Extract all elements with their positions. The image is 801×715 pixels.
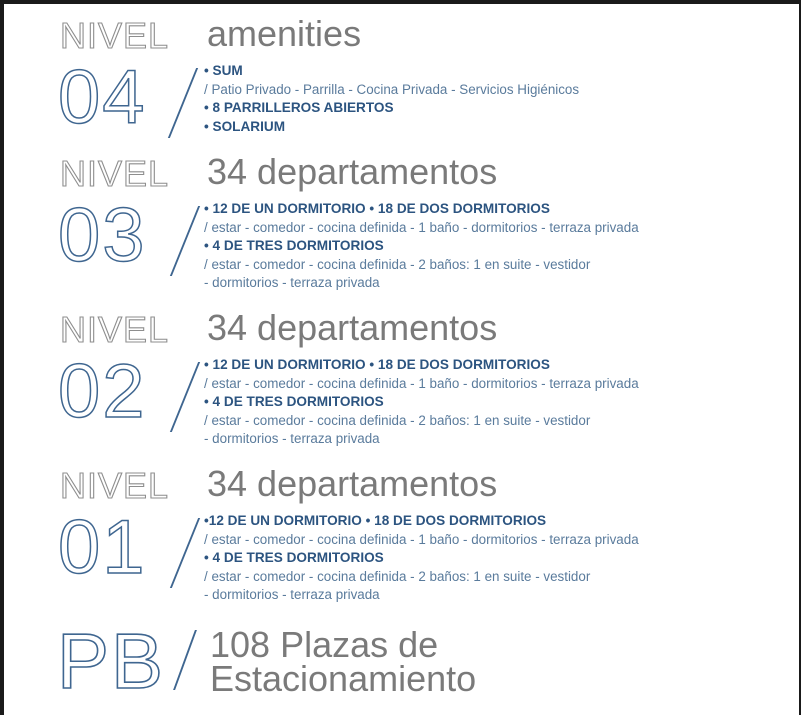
- level-number: 01: [58, 505, 147, 590]
- detail-line: • 4 DE TRES DORMITORIOS: [204, 394, 384, 410]
- slash-divider: [168, 68, 198, 138]
- detail-line: • SOLARIUM: [204, 118, 286, 134]
- detail-line: - dormitorios - terraza privada: [204, 275, 380, 291]
- level-label: NIVEL: [60, 465, 170, 506]
- detail-line: • 12 DE UN DORMITORIO • 18 DE DOS DORMITORIOS: [204, 357, 550, 372]
- slash-divider: [170, 362, 200, 432]
- slash-divider: [170, 518, 200, 588]
- level-details: [204, 200, 639, 293]
- level-number: 03: [58, 193, 147, 278]
- floor-plan-summary: [4, 4, 799, 715]
- detail-line: / estar - comedor - cocina definida - 2 baños: 1 en suite - vestidor: [204, 412, 591, 428]
- level-title: 34 departamentos: [207, 151, 498, 192]
- level-title: 34 departamentos: [207, 463, 498, 504]
- slash-divider: [170, 206, 200, 276]
- detail-line: / estar - comedor - cocina definida - 2 baños: 1 en suite - vestidor: [204, 256, 591, 272]
- detail-line: / estar - comedor - cocina definida - 1 baño - dormitorios - terraza privada: [204, 219, 639, 235]
- level-number: 02: [58, 349, 147, 434]
- level-details: [204, 356, 639, 449]
- detail-line: •12 DE UN DORMITORIO • 18 DE DOS DORMITORIOS: [204, 513, 547, 528]
- detail-line: / estar - comedor - cocina definida - 1 baño - dormitorios - terraza privada: [204, 375, 639, 391]
- detail-line: - dormitorios - terraza privada: [204, 431, 380, 447]
- level-title: 34 departamentos: [207, 307, 498, 348]
- detail-line: / estar - comedor - cocina definida - 1 baño - dormitorios - terraza privada: [204, 531, 639, 547]
- detail-line: • 4 DE TRES DORMITORIOS: [204, 550, 384, 566]
- level-details: [204, 512, 639, 605]
- ground-floor-description: [210, 624, 477, 699]
- detail-line: • 8 PARRILLEROS ABIERTOS: [204, 100, 394, 116]
- detail-line: / Patio Privado - Parrilla - Cocina Privada - Servicios Higiénicos: [204, 81, 580, 97]
- level-label: NIVEL: [60, 15, 170, 56]
- slash-divider: [173, 630, 197, 690]
- parking-line-1: 108 Plazas de: [210, 624, 439, 665]
- detail-line: • 12 DE UN DORMITORIO • 18 DE DOS DORMITORIOS: [204, 201, 550, 216]
- level-label: NIVEL: [60, 309, 170, 350]
- detail-line: / estar - comedor - cocina definida - 2 baños: 1 en suite - vestidor: [204, 568, 591, 584]
- parking-line-2: Estacionamiento: [210, 658, 477, 699]
- level-title: amenities: [207, 13, 362, 54]
- detail-line: • SUM: [204, 63, 243, 78]
- level-label: NIVEL: [60, 153, 170, 194]
- detail-line: • 4 DE TRES DORMITORIOS: [204, 238, 384, 254]
- level-number: 04: [58, 55, 147, 140]
- ground-floor-label: PB: [57, 617, 166, 705]
- detail-line: - dormitorios - terraza privada: [204, 587, 380, 603]
- level-details: [204, 62, 579, 136]
